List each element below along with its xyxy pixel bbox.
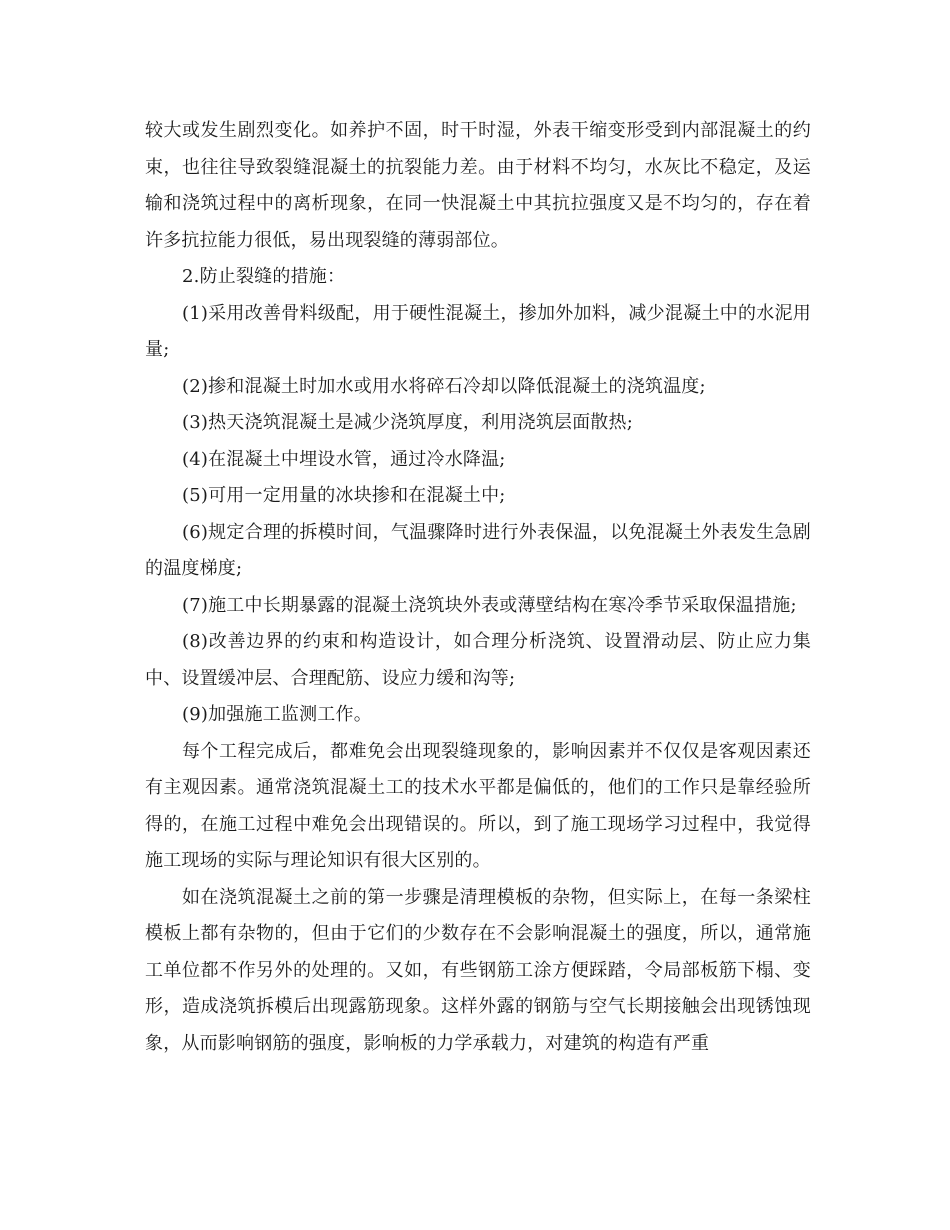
measure-item-4: (4)在混凝土中埋设水管，通过冷水降温; bbox=[182, 448, 506, 470]
measure-item-3: (3)热天浇筑混凝土是减少浇筑厚度，利用浇筑层面散热; bbox=[182, 412, 633, 433]
measure-item-8: (8)改善边界的约束和构造设计，如合理分析浇筑、设置滑动层、防止应力集中、设置缓冲层、合理配筋、设应力缓和沟等; bbox=[145, 631, 811, 689]
document-body bbox=[145, 113, 811, 1062]
section-heading-prevention: 2.防止裂缝的措施： bbox=[182, 266, 346, 287]
paragraph-reflection: 每个工程完成后，都难免会出现裂缝现象的，影响因素并不仅仅是客观因素还有主观因素。通常浇筑混凝土工的技术水平都是偏低的，他们的工作只是靠经验所得的，在施工过程中难免会出现错误的。所以，到了施工现场学习过程中，我觉得施工现场的实际与理论知识有很大区别的。 bbox=[145, 740, 811, 871]
measure-item-5: (5)可用一定用量的冰块掺和在混凝土中; bbox=[182, 485, 506, 506]
measure-item-2: (2)掺和混凝土时加水或用水将碎石冷却以降低混凝土的浇筑温度; bbox=[182, 375, 706, 397]
measure-item-9: (9)加强施工监测工作。 bbox=[182, 704, 372, 725]
paragraph-continuation: 较大或发生剧烈变化。如养护不固，时干时湿，外表干缩变形受到内部混凝土的约束，也往往导致裂缝混凝土的抗裂能力差。由于材料不均匀，水灰比不稳定，及运输和浇筑过程中的离析现象，在同一快混凝土中其抗拉强度又是不均匀的，存在着许多抗拉能力很低，易出现裂缝的薄弱部位。 bbox=[145, 120, 811, 251]
paragraph-example: 如在浇筑混凝土之前的第一步骤是清理模板的杂物，但实际上，在每一条梁柱模板上都有杂物的，但由于它们的少数存在不会影响混凝土的强度，所以，通常施工单位都不作另外的处理的。又如，有些钢筋工涂方便踩踏，令局部板筋下榻、变形，造成浇筑拆模后出现露筋现象。这样外露的钢筋与空气长期接触会出现锈蚀现象，从而影响钢筋的强度，影响板的力学承载力，对建筑的构造有严重 bbox=[145, 886, 811, 1054]
measure-item-6: (6)规定合理的拆模时间，气温骤降时进行外表保温，以免混凝土外表发生急剧的温度梯度; bbox=[145, 521, 811, 579]
measure-item-1: (1)采用改善骨料级配，用于硬性混凝土，掺加外加料，减少混凝土中的水泥用量; bbox=[145, 302, 811, 360]
measure-item-7: (7)施工中长期暴露的混凝土浇筑块外表或薄壁结构在寒冷季节采取保温措施; bbox=[182, 594, 797, 616]
